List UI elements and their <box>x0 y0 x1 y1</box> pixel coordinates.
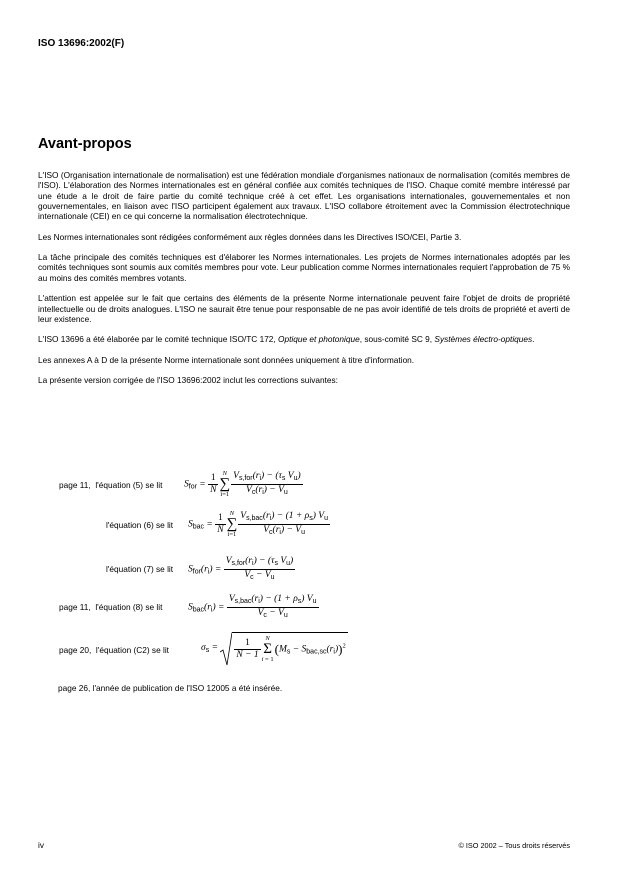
correction-label: l'équation (7) se lit <box>106 564 174 574</box>
committee-title: Optique et photonique <box>278 334 360 345</box>
document-id-header: ISO 13696:2002(F) <box>38 38 125 49</box>
copyright-notice: © ISO 2002 – Tous droits réservés <box>458 841 570 850</box>
foreword-body <box>38 170 570 396</box>
equation-C2: $\sigma_s$ = $\frac{1}{N - 1}$ N Σ i = 1 $(M_s - S_{bac,sc}(r_i))^2$ <box>201 632 348 664</box>
correction-page: page 11, <box>59 602 91 612</box>
equation-8: $S_{bac}(r_i)$ = $\frac{V_{s,bac}(r_i) - (1 + \rho_s) V_u}{V_c - V_u}$ <box>188 594 317 619</box>
page-number: iv <box>38 840 44 850</box>
equation-6: $S_{bac}$ = $\frac{1}{N}$ N ∑ i=1 $\frac{V_{s,bac}(r_i) - (1 + \rho_s) V_u}{V_c(r_i) - V_u}$ <box>188 510 328 538</box>
square-root-icon: $\frac{1}{N - 1}$ N Σ i = 1 $(M_s - S_{bac,sc}(r_i))^2$ <box>220 632 347 664</box>
paragraph-annexes: Les annexes A à D de la présente Norme internationale sont données uniquement à titre d'information. <box>38 354 415 365</box>
subcommittee-title: Systèmes électro-optiques <box>434 334 533 345</box>
paragraph-corrections-intro: La présente version corrigée de l'ISO 13696:2002 inclut les corrections suivantes: <box>38 375 338 386</box>
correction-label: l'équation (6) se lit <box>106 520 174 530</box>
prepared-by-text-2: , sous-comité SC 9, <box>359 334 435 345</box>
paragraph-iso-organisation: L'ISO (Organisation internationale de normalisation) est une fédération mondiale d'organismes nationaux de normalisation (comités membres de l'ISO). L'élaboration des Normes internationales est en général confiée aux comités techniques de l'ISO. Chaque comité membre intéressé par une étude a le droit de faire partie du comité technique créé à cet effet. Les organisations internationales, gouvernementales et non gouvernementales, en liaison avec l'ISO participent également aux travaux. L'ISO collabore étroitement avec la Commission électrotechnique internationale (CEI) en ce qui concerne la normalisation électrotechnique. <box>38 170 570 222</box>
correction-label: l'équation (8) se lit <box>95 602 163 612</box>
correction-page: page 11, <box>59 480 91 490</box>
equation-7: $S_{for}(r_i)$ = $\frac{V_{s,for}(r_i) - (\tau_s V_u)}{V_c - V_u}$ <box>188 556 294 581</box>
paragraph-patent-rights: L'attention est appelée sur le fait que certains des éléments de la présente Norme internationale peuvent faire l'objet de droits de propriété intellectuelle ou de droits analogues. L'ISO ne saurait être tenue pour responsable de ne pas avoir identifié de tels droits de propriété et averti de leur existence. <box>38 293 570 324</box>
correction-label: l'équation (5) se lit <box>95 480 163 490</box>
correction-page: page 20, <box>59 645 92 655</box>
paragraph-directives: Les Normes internationales sont rédigées conformément aux règles données dans les Directives ISO/CEI, Partie 3. <box>38 231 462 242</box>
correction-publication-year: page 26, l'année de publication de l'ISO 12005 a été insérée. <box>58 683 283 693</box>
paragraph-technical-committees: La tâche principale des comités techniques est d'élaborer les Normes internationales. Les projets de Normes internationales adoptés par les comités techniques sont soumis aux comités membres pour vote. Leur publication comme Normes internationales requiert l'approbation de 75 % au moins des comités membres votants. <box>38 252 570 283</box>
prepared-by-end: . <box>532 334 535 345</box>
prepared-by-text: L'ISO 13696 a été élaborée par le comité technique ISO/TC 172, <box>38 334 279 345</box>
paragraph-prepared-by <box>38 334 570 344</box>
correction-label: l'équation (C2) se lit <box>95 645 169 655</box>
equation-5: $S_{for}$ = $\frac{1}{N}$ N ∑ i=1 $\frac{V_{s,for}(r_i) - (\tau_s V_u)}{V_c(r_i) - V_u}$ <box>184 470 301 498</box>
section-title: Avant-propos <box>38 136 132 152</box>
